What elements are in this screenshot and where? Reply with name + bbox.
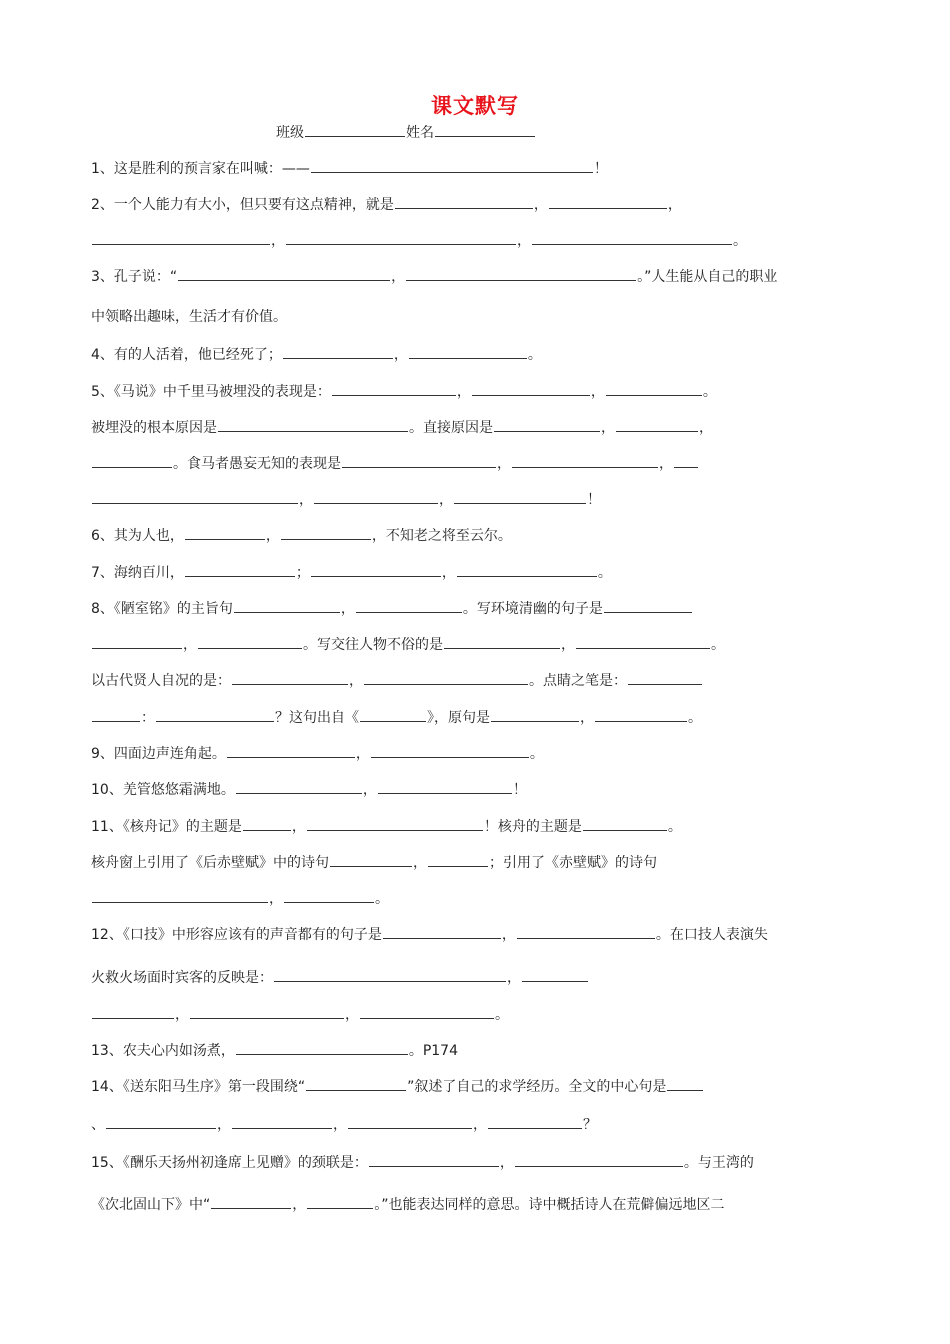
blank[interactable] [428, 851, 488, 867]
class-field[interactable] [305, 121, 405, 137]
question-9: 9、四面边声连角起。 ， 。 [91, 742, 544, 764]
question-15: 15、《酬乐天扬州初逢席上见赠》的颈联是： ， 。与王湾的 [91, 1151, 754, 1173]
blank[interactable] [156, 706, 274, 722]
blank[interactable] [606, 380, 702, 396]
blank[interactable] [488, 1113, 582, 1129]
blank[interactable] [494, 416, 600, 432]
blank[interactable] [515, 1151, 683, 1167]
blank[interactable] [234, 597, 340, 613]
blank[interactable] [406, 265, 636, 281]
blank[interactable] [342, 452, 496, 468]
blank[interactable] [92, 706, 140, 722]
blank[interactable] [454, 488, 586, 504]
question-1: 1、这是胜利的预言家在叫喊：—— ！ [91, 157, 608, 179]
question-13: 13、农夫心内如汤煮， 。P174 [91, 1039, 458, 1061]
blank[interactable] [314, 488, 438, 504]
blank[interactable] [491, 706, 579, 722]
blank[interactable] [383, 923, 501, 939]
blank[interactable] [283, 343, 393, 359]
blank[interactable] [218, 416, 408, 432]
blank[interactable] [190, 1003, 344, 1019]
blank[interactable] [522, 966, 588, 982]
blank[interactable] [330, 851, 412, 867]
blank[interactable] [92, 1003, 174, 1019]
blank[interactable] [674, 452, 698, 468]
question-8-sages: 以古代贤人自况的是： ， 。点睛之笔是： [91, 669, 703, 691]
blank[interactable] [185, 561, 295, 577]
blank[interactable] [281, 524, 371, 540]
question-10: 10、羌管悠悠霜满地。 ， ！ [91, 778, 527, 800]
name-label: 姓名 [406, 125, 434, 141]
blank[interactable] [595, 706, 687, 722]
blank[interactable] [274, 966, 506, 982]
blank[interactable] [198, 633, 302, 649]
question-8: 8、《陋室铭》的主旨句 ， 。写环境清幽的句子是 [91, 597, 693, 619]
blank[interactable] [360, 1003, 494, 1019]
question-3-cont: 中领略出趣味，生活才有价值。 [91, 309, 287, 325]
blank[interactable] [604, 597, 692, 613]
class-name-row [276, 121, 536, 142]
blank[interactable] [306, 1075, 406, 1091]
question-4: 4、有的人活着，他已经死了； ， 。 [91, 343, 542, 365]
question-5-cause: 被埋没的根本原因是 。直接原因是 ， ， [91, 416, 713, 438]
question-5-cont: ， ， ！ [91, 488, 601, 510]
blank[interactable] [243, 815, 291, 831]
blank[interactable] [628, 669, 702, 685]
blank[interactable] [185, 524, 265, 540]
blank[interactable] [378, 778, 512, 794]
question-14: 14、《送东阳马生序》第一段围绕“ ”叙述了自己的求学经历。全文的中心句是 [91, 1075, 704, 1097]
blank[interactable] [311, 157, 593, 173]
page-title: 课文默写 [431, 94, 519, 118]
blank[interactable] [211, 1193, 291, 1209]
question-5-feeder: 。食马者愚妄无知的表现是 ， ， [91, 452, 699, 474]
question-8-env: ， 。写交往人物不俗的是 ， 。 [91, 633, 725, 655]
blank[interactable] [616, 416, 698, 432]
question-12-cont: ， ， 。 [91, 1003, 509, 1025]
blank[interactable] [348, 1113, 472, 1129]
blank[interactable] [236, 778, 362, 794]
blank[interactable] [549, 193, 667, 209]
blank[interactable] [92, 633, 182, 649]
blank[interactable] [369, 1151, 499, 1167]
question-11-window: 核舟窗上引用了《后赤壁赋》中的诗句 ， ；引用了《赤壁赋》的诗句 [91, 851, 657, 873]
blank[interactable] [532, 229, 732, 245]
blank[interactable] [284, 887, 374, 903]
question-14-cont: 、 ， ， ， ？ [91, 1113, 597, 1135]
class-label: 班级 [276, 125, 304, 141]
question-7: 7、海纳百川， ； ， 。 [91, 561, 612, 583]
question-6: 6、其为人也， ， ，不知老之将至云尔。 [91, 524, 512, 546]
blank[interactable] [360, 706, 426, 722]
blank[interactable] [472, 380, 590, 396]
question-2-cont: ， ， 。 [91, 229, 747, 251]
blank[interactable] [356, 597, 462, 613]
blank[interactable] [517, 923, 655, 939]
blank[interactable] [92, 887, 268, 903]
blank[interactable] [232, 1113, 332, 1129]
blank[interactable] [178, 265, 390, 281]
blank[interactable] [395, 193, 533, 209]
question-3: 3、孔子说：“ ， 。”人生能从自己的职业 [91, 265, 777, 287]
question-12-guests: 火救火场面时宾客的反映是： ， [91, 966, 589, 988]
blank[interactable] [311, 561, 441, 577]
question-12: 12、《口技》中形容应该有的声音都有的句子是 ， 。在口技人表演失 [91, 923, 768, 945]
blank[interactable] [307, 1193, 373, 1209]
blank[interactable] [232, 669, 348, 685]
blank[interactable] [92, 229, 270, 245]
blank[interactable] [332, 380, 456, 396]
blank[interactable] [236, 1039, 408, 1055]
blank[interactable] [409, 343, 527, 359]
blank[interactable] [92, 488, 298, 504]
blank[interactable] [576, 633, 710, 649]
question-11-cont: ， 。 [91, 887, 389, 909]
blank[interactable] [307, 815, 483, 831]
question-15-cont: 《次北固山下》中“ ， 。”也能表达同样的意思。诗中概括诗人在荒僻偏远地区二 [91, 1193, 725, 1215]
blank[interactable] [371, 742, 529, 758]
name-field[interactable] [435, 121, 535, 137]
blank[interactable] [227, 742, 355, 758]
blank[interactable] [106, 1113, 216, 1129]
blank[interactable] [667, 1075, 703, 1091]
blank[interactable] [457, 561, 597, 577]
question-11: 11、《核舟记》的主题是 ， ！核舟的主题是 。 [91, 815, 682, 837]
blank[interactable] [583, 815, 667, 831]
question-5: 5、《马说》中千里马被埋没的表现是： ， ， 。 [91, 380, 717, 402]
blank[interactable] [92, 452, 172, 468]
question-8-cont: ： ？这句出自《 》，原句是 ， 。 [91, 706, 702, 728]
blank[interactable] [512, 452, 658, 468]
blank[interactable] [364, 669, 528, 685]
blank[interactable] [286, 229, 516, 245]
blank[interactable] [444, 633, 560, 649]
question-2: 2、一个人能力有大小，但只要有这点精神，就是 ， ， [91, 193, 682, 215]
